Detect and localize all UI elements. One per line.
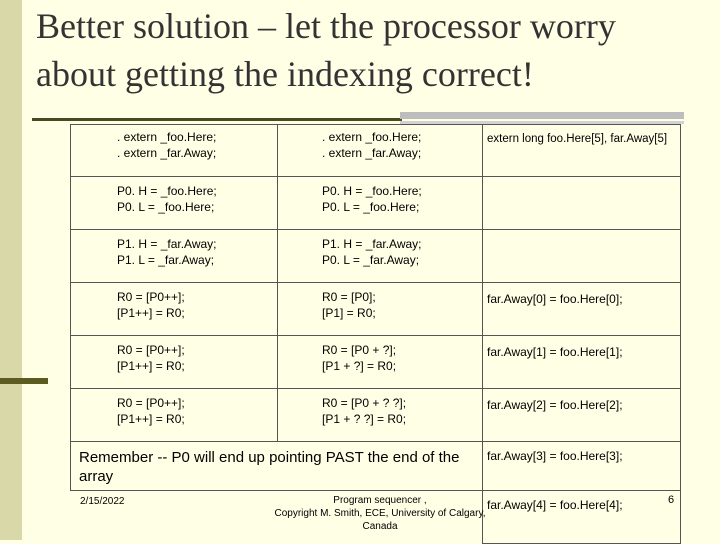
slide-title: Better solution – let the processor worry about getting the indexing correct! — [36, 6, 616, 94]
table-cell: far.Away[1] = foo.Here[1]; — [483, 336, 681, 389]
table-cell: far.Away[0] = foo.Here[0]; — [483, 283, 681, 336]
code-comparison-table — [70, 124, 681, 544]
table-row — [71, 125, 681, 177]
table-row — [71, 389, 681, 442]
footer-credit: Program sequencer , Copyright M. Smith, ECE, University of Calgary, Canada — [274, 495, 486, 532]
table-cell: far.Away[4] = foo.Here[4]; — [483, 491, 681, 544]
table-row — [71, 230, 681, 283]
table-cell: far.Away[2] = foo.Here[2]; — [483, 389, 681, 442]
table-cell: R0 = [P0 + ? ?]; [P1 + ? ?] = R0; — [278, 389, 483, 442]
table-cell: R0 = [P0]; [P1] = R0; — [278, 283, 483, 336]
table-row — [71, 336, 681, 389]
table-cell: R0 = [P0++]; [P1++] = R0; — [71, 336, 278, 389]
table-cell-remember — [71, 442, 483, 491]
table-row — [71, 283, 681, 336]
table-cell: P0. H = _foo.Here; P0. L = _foo.Here; — [278, 177, 483, 230]
table-cell: . extern _foo.Here; . extern _far.Away; — [71, 125, 278, 177]
table-cell: P1. H = _far.Away; P0. L = _far.Away; — [278, 230, 483, 283]
table-cell: extern long foo.Here[5], far.Away[5] — [483, 125, 681, 177]
table-cell: . extern _foo.Here; . extern _far.Away; — [278, 125, 483, 177]
table-cell — [483, 230, 681, 283]
table-cell: far.Away[3] = foo.Here[3]; — [483, 442, 681, 491]
table-cell: P0. H = _foo.Here; P0. L = _foo.Here; — [71, 177, 278, 230]
table-cell: P1. H = _far.Away; P1. L = _far.Away; — [71, 230, 278, 283]
table-row — [71, 442, 681, 491]
table-cell: R0 = [P0++]; [P1++] = R0; — [71, 283, 278, 336]
table-cell — [483, 177, 681, 230]
title-rule-light — [400, 112, 684, 119]
title-rule-dark — [32, 118, 402, 121]
remember-note: Remember -- P0 will end up pointing PAST the end of the array — [79, 449, 460, 485]
slide-left-bar — [0, 0, 22, 540]
footer-date: 2/15/2022 — [80, 496, 125, 507]
table-cell: R0 = [P0++]; [P1++] = R0; — [71, 389, 278, 442]
table-cell: R0 = [P0 + ?]; [P1 + ?] = R0; — [278, 336, 483, 389]
table-row — [71, 177, 681, 230]
page-number: 6 — [668, 494, 675, 506]
slide-accent-bar — [0, 378, 48, 384]
